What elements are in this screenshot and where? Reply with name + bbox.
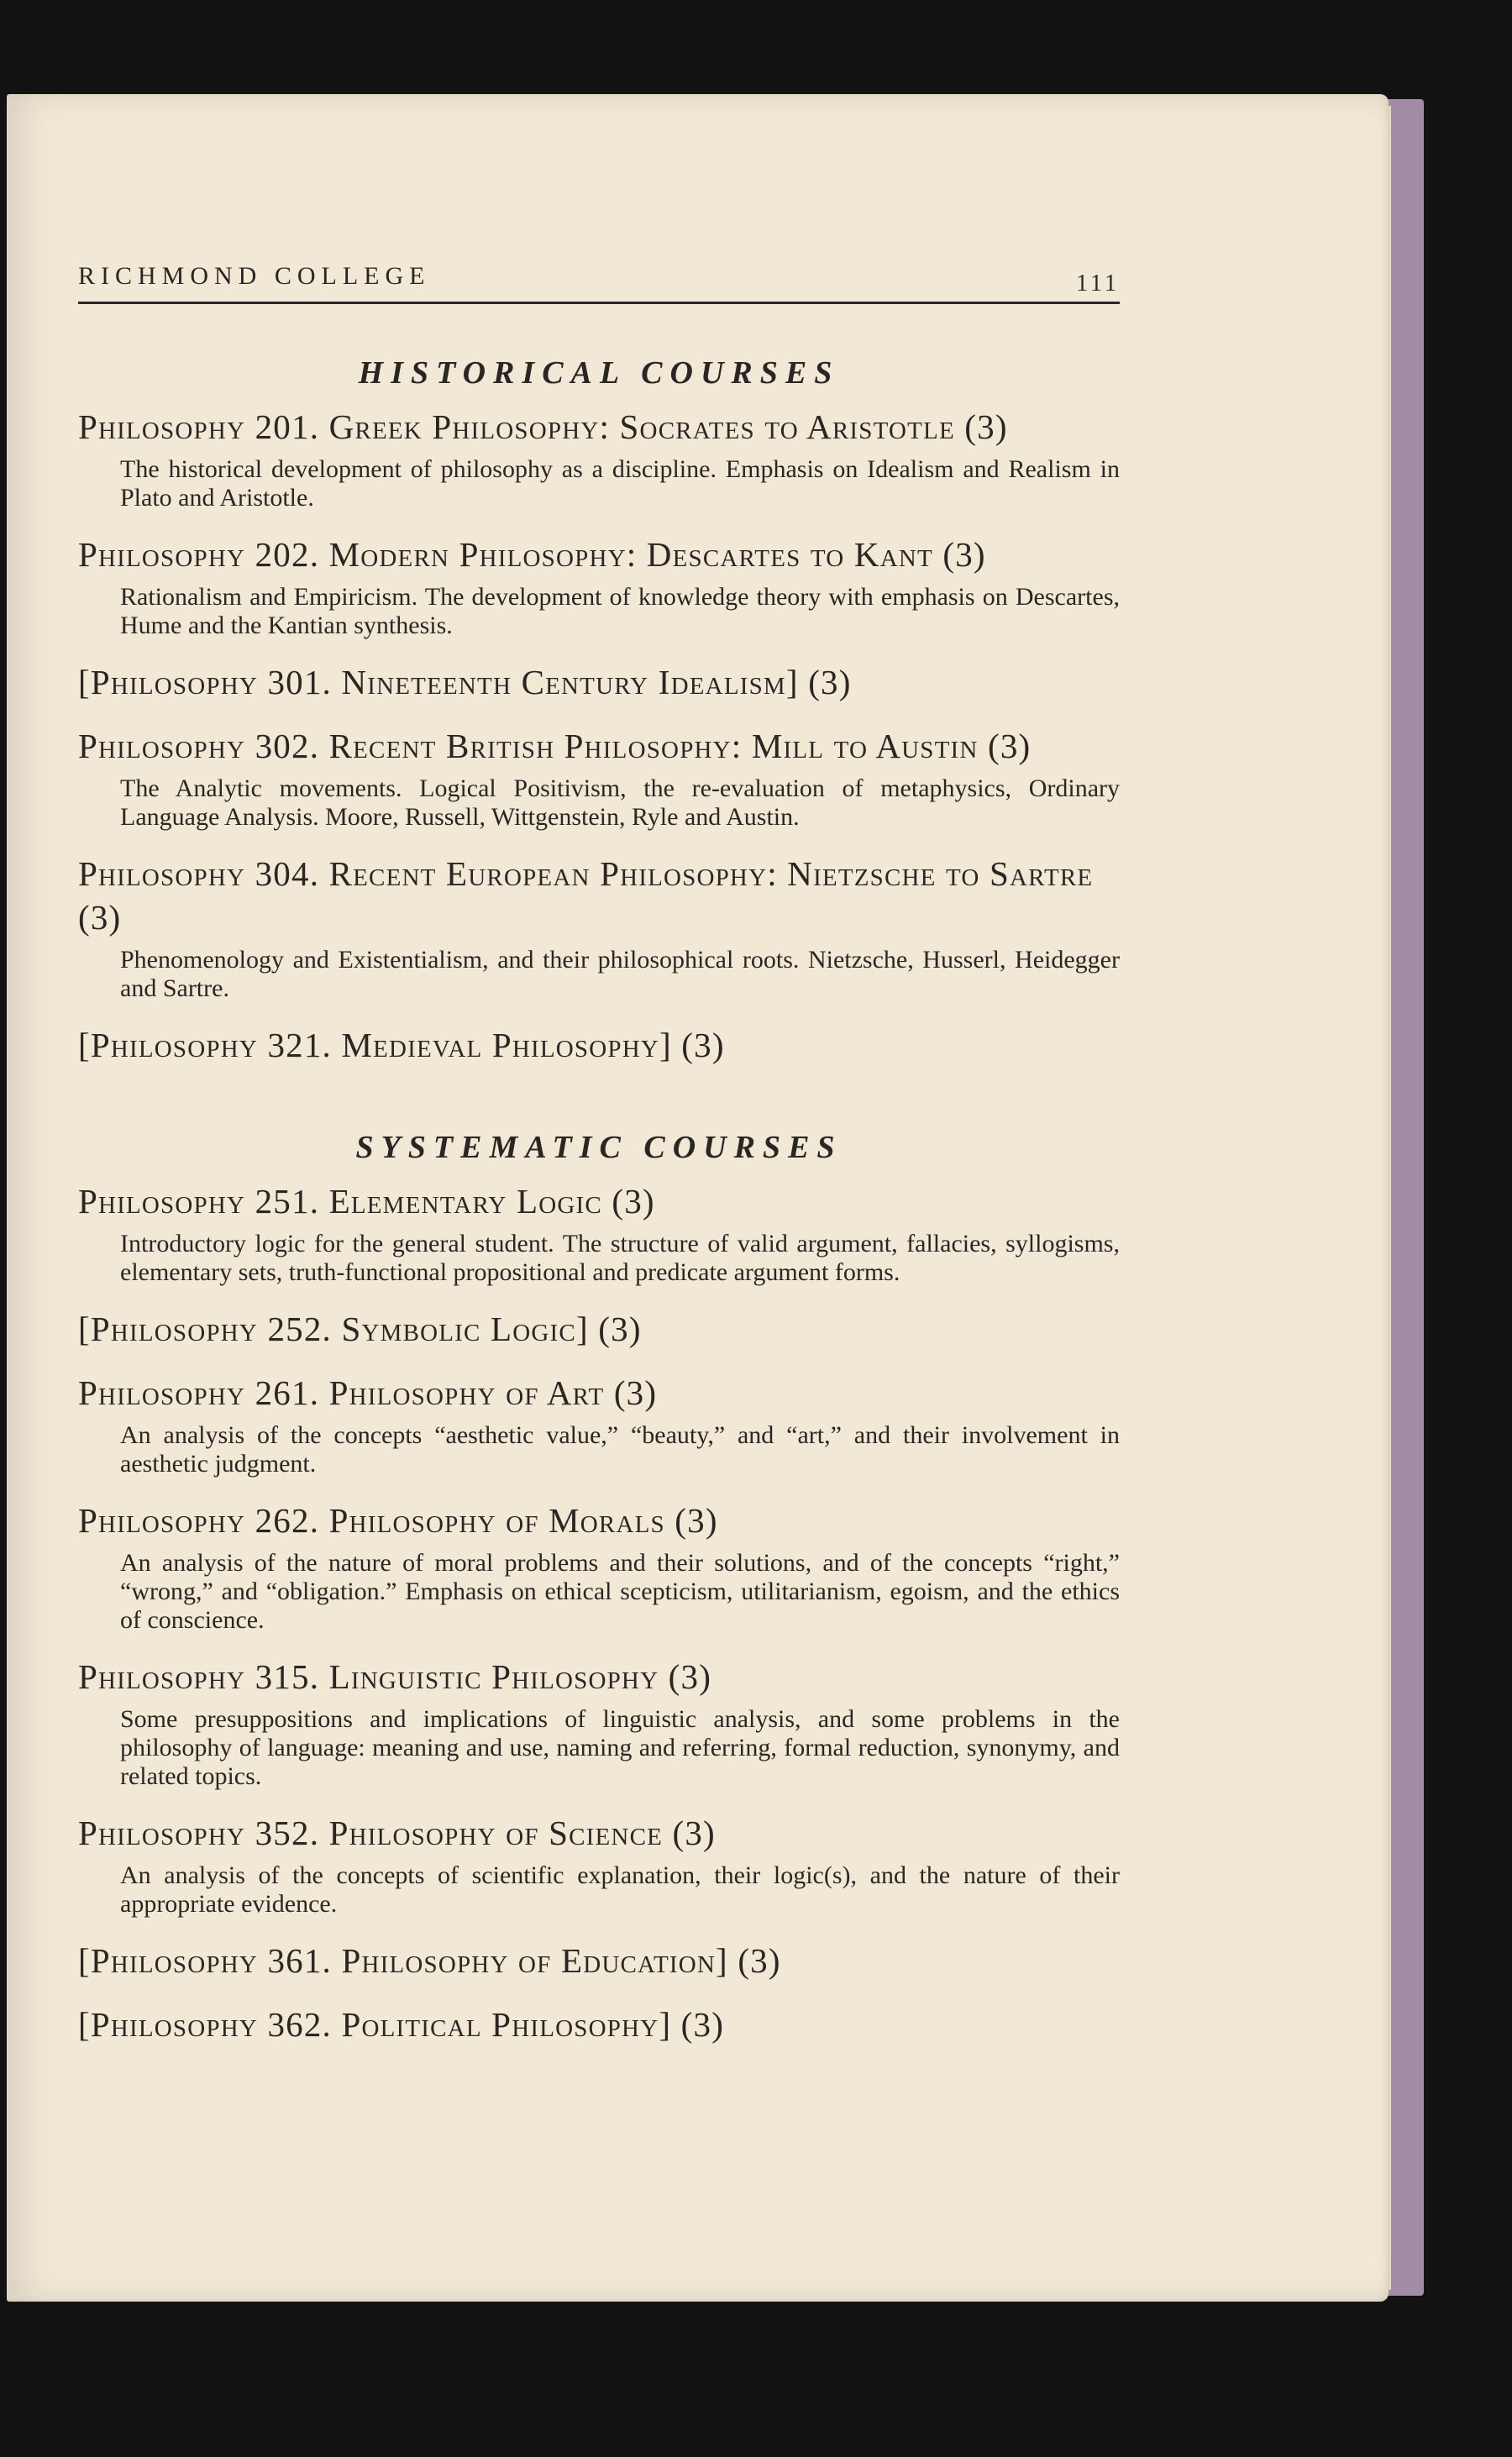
course-heading: Philosophy 201. Greek Philosophy: Socrates to Aristotle (3) (78, 407, 1008, 446)
course-heading: Philosophy 352. Philosophy of Science (3) (78, 1814, 716, 1852)
course-entry (78, 2003, 1120, 2046)
course-entry (78, 1179, 1120, 1287)
running-head (78, 252, 1120, 304)
course-description: Introductory logic for the general student. The structure of valid argument, fallacies, syllogisms, elementary sets, truth-functional propositional and predicate argument forms. (120, 1230, 1120, 1286)
course-heading: [Philosophy 321. Medieval Philosophy] (3) (78, 1026, 725, 1064)
course-heading: [Philosophy 362. Political Philosophy] (3) (78, 2005, 725, 2044)
course-entry (78, 1307, 1120, 1351)
course-entry (78, 724, 1120, 832)
course-entry (78, 852, 1120, 1003)
course-entry (78, 1371, 1120, 1478)
course-heading: Philosophy 262. Philosophy of Morals (3) (78, 1501, 718, 1540)
course-heading: Philosophy 302. Recent British Philosophy: Mill to Austin (3) (78, 727, 1032, 765)
section-title-historical: HISTORICAL COURSES (358, 355, 840, 391)
course-entry (78, 1499, 1120, 1635)
course-entry (78, 1811, 1120, 1919)
course-heading: Philosophy 315. Linguistic Philosophy (3) (78, 1657, 712, 1696)
section-title-systematic: SYSTEMATIC COURSES (355, 1130, 843, 1165)
course-heading: [Philosophy 301. Nineteenth Century Idealism] (3) (78, 663, 852, 701)
course-description: Phenomenology and Existentialism, and their philosophical roots. Nietzsche, Husserl, Heidegger and Sartre. (120, 946, 1120, 1002)
course-description: An analysis of the concepts of scientific explanation, their logic(s), and the nature of their appropriate evidence. (120, 1861, 1120, 1918)
course-entry (78, 405, 1120, 512)
course-entry (78, 1939, 1120, 1982)
course-entry (78, 1655, 1120, 1791)
page-content (78, 353, 1120, 2066)
course-description: An analysis of the nature of moral problems and their solutions, and of the concepts “right,” “wrong,” and “obligation.” Emphasis on ethical scepticism, utilitarianism, egoism, and the ethics of conscience. (120, 1549, 1120, 1634)
course-entry (78, 533, 1120, 640)
header-rule (78, 302, 1120, 304)
course-heading: Philosophy 304. Recent European Philosophy: Nietzsche to Sartre (3) (78, 854, 1094, 937)
course-description: An analysis of the concepts “aesthetic value,” “beauty,” and “art,” and their involvement in aesthetic judgment. (120, 1421, 1120, 1478)
course-heading: [Philosophy 361. Philosophy of Education] (3) (78, 1941, 781, 1980)
course-entry (78, 1023, 1120, 1067)
course-entry (78, 660, 1120, 704)
course-description: The historical development of philosophy as a discipline. Emphasis on Idealism and Realism in Plato and Aristotle. (120, 455, 1120, 512)
college-name: RICHMOND COLLEGE (78, 262, 431, 290)
course-description: Rationalism and Empiricism. The development of knowledge theory with emphasis on Descartes, Hume and the Kantian synthesis. (120, 583, 1120, 639)
course-heading: [Philosophy 252. Symbolic Logic] (3) (78, 1310, 642, 1348)
course-heading: Philosophy 202. Modern Philosophy: Descartes to Kant (3) (78, 535, 986, 574)
page-number: 111 (1076, 270, 1120, 297)
course-description: Some presuppositions and implications of linguistic analysis, and some problems in the philosophy of language: meaning and use, naming and referring, formal reduction, synonymy, and related topics. (120, 1705, 1120, 1790)
course-heading: Philosophy 251. Elementary Logic (3) (78, 1182, 655, 1221)
course-heading: Philosophy 261. Philosophy of Art (3) (78, 1373, 658, 1412)
course-description: The Analytic movements. Logical Positivism, the re-evaluation of metaphysics, Ordinary Language Analysis. Moore, Russell, Wittgenstein, Ryle and Austin. (120, 774, 1120, 831)
